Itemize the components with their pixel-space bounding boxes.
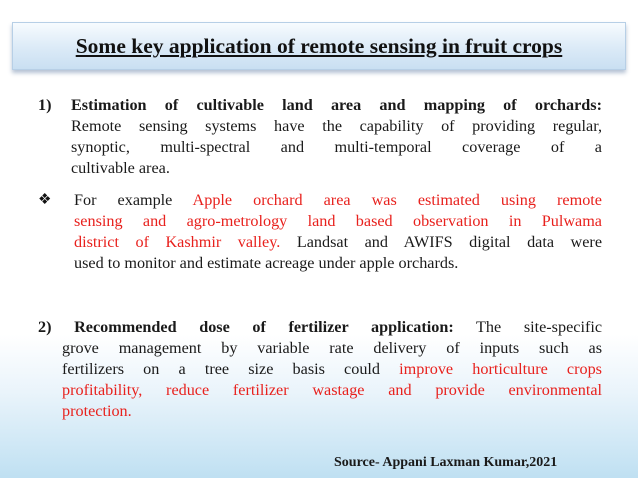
- item1-heading: [71, 95, 602, 116]
- item2-line-5: protection.: [62, 402, 132, 420]
- item1-heading-text: Estimation of cultivable land area and mapping of orchards:: [71, 96, 602, 114]
- example-line-1: [74, 190, 602, 211]
- item2-number: 2): [38, 318, 52, 336]
- item2-heading: Recommended dose of fertilizer application:: [74, 318, 454, 336]
- item2-line-3-plain: fertilizers on a tree size basis could: [62, 360, 400, 378]
- item2-line-1: [38, 317, 602, 338]
- example-line-3: [74, 232, 602, 253]
- item2-line-3-red: improve horticulture crops: [399, 360, 602, 378]
- diamond-bullet-icon: ❖: [38, 192, 52, 208]
- example-line-2: sensing and agro-metrology land based observation in Pulwama: [74, 212, 602, 230]
- item2-line-1-plain: The site-specific: [453, 318, 603, 336]
- item2-line-3: [62, 359, 602, 380]
- item1-line-2: synoptic, multi-spectral and multi-temporal coverage of a: [71, 138, 602, 156]
- example-line-1-red: Apple orchard area was estimated using remote: [192, 191, 602, 209]
- example-line-3-red: district of Kashmir valley.: [74, 233, 281, 251]
- example-line-4: used to monitor and estimate acreage under apple orchards.: [74, 254, 459, 272]
- title-banner: [12, 22, 626, 70]
- example-line-3-plain: Landsat and AWIFS digital data were: [280, 233, 602, 251]
- example-line-1-plain: For example: [74, 191, 193, 209]
- item1-number: 1): [38, 96, 52, 114]
- source-citation: Source- Appani Laxman Kumar,2021: [334, 455, 558, 470]
- item1-line-3: cultivable area.: [71, 159, 170, 177]
- slide-title: Some key application of remote sensing in fruit crops: [75, 33, 563, 58]
- item2-line-2: grove management by variable rate delivery of inputs such as: [62, 339, 602, 357]
- item2-line-4: profitability, reduce fertilizer wastage and provide environmental: [62, 381, 602, 399]
- item1-line-1: Remote sensing systems have the capability of providing regular,: [71, 117, 602, 135]
